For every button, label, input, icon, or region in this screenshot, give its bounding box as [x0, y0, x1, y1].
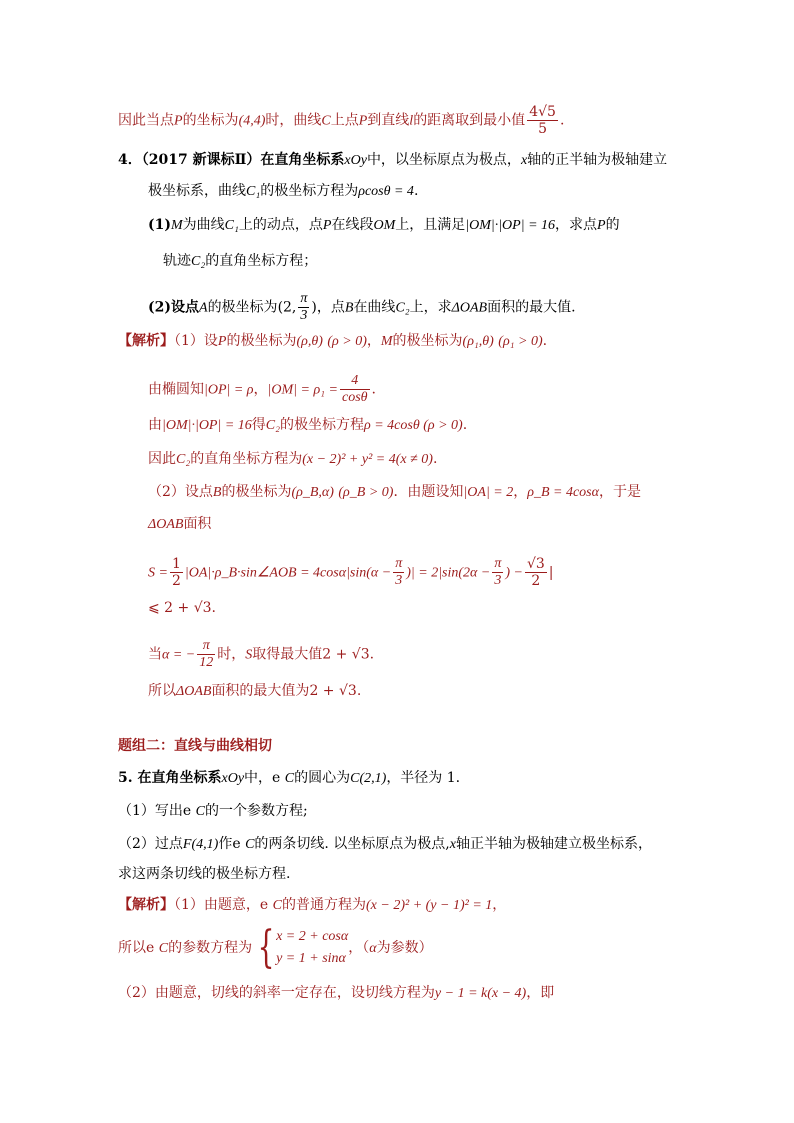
- equation-system: [276, 926, 348, 970]
- var: x: [449, 837, 456, 852]
- numerator: 4: [340, 373, 370, 390]
- math: 2 + √3: [309, 683, 357, 699]
- math: ρ_B = 4cosα: [527, 485, 599, 500]
- equation-row: y = 1 + sinα: [276, 951, 346, 966]
- var: C: [284, 771, 295, 786]
- fraction: [298, 291, 309, 324]
- denominator: cosθ: [341, 390, 368, 405]
- math: |OP| = ρ: [204, 382, 254, 398]
- denominator: 2: [531, 573, 541, 589]
- fraction: [340, 373, 370, 406]
- numerator: π: [197, 638, 215, 655]
- text: ，半径为 1.: [386, 770, 461, 786]
- numerator: π: [300, 291, 308, 306]
- math: |OA| = 2: [463, 485, 514, 500]
- text: 的距离取到最小值: [413, 112, 526, 129]
- circle-symbol: e: [272, 770, 281, 786]
- text: 当: [148, 646, 162, 663]
- text: 的极坐标为: [207, 299, 278, 316]
- text: 轴的正半轴为极轴建立: [527, 152, 668, 168]
- math: ): [311, 299, 317, 316]
- text: 的普通方程为: [282, 897, 367, 913]
- math: |OA|·ρ_B·sin∠AOB = 4cosα|sin(α −: [184, 565, 392, 581]
- text: .: [356, 683, 362, 699]
- math: ρ = 4cosθ (ρ > 0): [364, 418, 463, 433]
- numerator: π: [395, 556, 403, 571]
- circle-symbol: e: [232, 836, 241, 852]
- text: 的极坐标方程: [280, 417, 364, 433]
- text: （2）由题意，切线的斜率一定存在，设切线方程为: [118, 985, 435, 1001]
- var: OM: [373, 218, 396, 233]
- math: |OM|·|OP| = 16: [465, 218, 556, 233]
- text: 所以: [118, 940, 146, 956]
- text: 的极坐标为: [226, 333, 297, 349]
- text: 的一个参数方程;: [205, 803, 308, 819]
- text: 的直角坐标方程；: [205, 253, 318, 269]
- var: C: [158, 941, 169, 956]
- var: α: [369, 941, 377, 956]
- denominator: 5: [538, 121, 548, 137]
- numerator: π: [494, 556, 502, 571]
- text: .: [432, 451, 438, 467]
- math: ) −: [505, 565, 523, 581]
- text: .: [462, 417, 468, 433]
- math: )| = 2|sin(2α −: [406, 565, 491, 581]
- text: ，: [366, 333, 381, 349]
- text: 上点: [330, 112, 359, 129]
- question-4-part2: [148, 291, 576, 324]
- text: 轨迹: [163, 253, 191, 269]
- text: ，（: [348, 940, 370, 956]
- text: （2）设点: [148, 484, 213, 500]
- solution-4-area-formula: [148, 556, 554, 589]
- math: F(4,1): [182, 837, 219, 852]
- fraction: [197, 638, 215, 671]
- text: 题组二：直线与曲线相切: [118, 738, 272, 754]
- math: ΔOAB: [148, 517, 184, 532]
- var: C₁: [224, 218, 239, 233]
- text: 在线段: [331, 217, 374, 233]
- denominator: 12: [199, 655, 214, 670]
- math: (ρ_B,α): [291, 485, 334, 500]
- text: 到直线: [367, 112, 410, 129]
- text: 时，曲线: [265, 112, 322, 129]
- text: .: [211, 600, 216, 616]
- var: l: [409, 113, 414, 129]
- text: 的圆心为: [294, 770, 351, 786]
- text: （1）写出: [118, 803, 183, 819]
- question-5-part1: [118, 801, 308, 822]
- text: 因此: [148, 451, 176, 467]
- var: C₁: [246, 184, 261, 199]
- group-2-title: [118, 736, 272, 756]
- question-4-part1: [148, 215, 620, 236]
- text: 为曲线: [182, 217, 225, 233]
- solution-4-bound: [148, 598, 216, 618]
- text: 面积的最大值为: [211, 683, 310, 699]
- text: .: [559, 112, 565, 129]
- text: ，点: [316, 299, 345, 316]
- text: 的两条切线. 以坐标原点为极点,: [254, 836, 450, 852]
- text: 的: [605, 217, 620, 233]
- var: C₂: [176, 452, 191, 467]
- var: M: [171, 218, 183, 233]
- question-4-header: [118, 150, 667, 171]
- var: A: [199, 300, 208, 316]
- var: xOy: [344, 153, 367, 168]
- text: 上，且满足: [395, 217, 466, 233]
- math: (ρ_B > 0): [338, 485, 394, 500]
- text: .: [369, 646, 375, 663]
- fraction: [170, 556, 183, 589]
- text: .: [542, 333, 548, 349]
- text: 轴正半轴为极轴建立极坐标系，: [455, 836, 652, 852]
- math: (4,4): [238, 113, 266, 129]
- denominator: 3: [300, 308, 308, 323]
- solution-4-line1: [118, 331, 547, 352]
- text: ，求点: [555, 217, 598, 233]
- text: 时，: [217, 646, 246, 663]
- text: 为参数）: [376, 940, 433, 956]
- math: S =: [148, 565, 168, 581]
- text: 面积的最大值.: [487, 299, 576, 316]
- text: 取得最大值: [252, 646, 323, 663]
- question-4-line2: [148, 181, 418, 202]
- var: xOy: [221, 771, 245, 786]
- text: 中，: [244, 770, 273, 786]
- text: 的参数方程为: [168, 940, 253, 956]
- circle-symbol: e: [146, 940, 155, 956]
- var: C: [195, 804, 206, 819]
- fraction: [527, 104, 558, 137]
- var: C₂: [265, 418, 280, 433]
- question-5-part2-line2: [118, 864, 290, 884]
- math: (x − 2)² + y² = 4(x ≠ 0): [302, 452, 433, 467]
- text: 由: [148, 417, 162, 433]
- question-4-part1-line2: [163, 251, 317, 272]
- math: ΔOAB: [176, 684, 212, 699]
- text: .: [371, 381, 376, 398]
- text: ，即: [526, 985, 555, 1001]
- solution-5-param: [118, 922, 433, 973]
- text: 在曲线: [353, 299, 396, 316]
- var: C: [245, 837, 255, 852]
- text: 作: [218, 836, 233, 852]
- math: ρcosθ = 4: [358, 184, 414, 199]
- fraction: [525, 556, 547, 589]
- var: P: [358, 113, 368, 129]
- math: (ρ,θ): [296, 334, 323, 349]
- circle-symbol: e: [259, 897, 269, 913]
- text: 4．（2017 新课标Ⅱ）在直角坐标系: [118, 152, 345, 168]
- text: .: [413, 183, 419, 199]
- math: α = −: [162, 647, 196, 663]
- solution-5-line1: [118, 895, 506, 916]
- math: (ρ₁,θ): [462, 334, 494, 349]
- text: 求这两条切线的极坐标方程.: [118, 866, 291, 882]
- circle-symbol: e: [182, 803, 192, 819]
- text: 5. 在直角坐标系: [118, 770, 222, 786]
- text: ，于是: [598, 484, 641, 500]
- text: ，: [253, 381, 268, 398]
- var: B: [212, 485, 222, 500]
- math: 2 + √3: [322, 646, 370, 663]
- solution-4-line6: [148, 514, 211, 535]
- math: |OM| = ρ₁ =: [267, 382, 338, 398]
- question-5-header: [118, 768, 460, 789]
- math: C(2,1): [350, 771, 387, 786]
- text: ，: [492, 897, 507, 913]
- var: S: [245, 647, 253, 663]
- math: y − 1 = k(x − 4): [434, 986, 527, 1001]
- fraction: [393, 556, 404, 589]
- text: 因此当点: [118, 112, 174, 129]
- var: M: [380, 334, 393, 349]
- var: P: [217, 334, 227, 349]
- numerator: √3: [526, 556, 545, 572]
- math: (ρ₁ > 0): [498, 334, 543, 349]
- text: 所以: [148, 683, 176, 699]
- text: ．由题设知: [393, 484, 464, 500]
- var: P: [322, 218, 332, 233]
- math: ⩽ 2 + √3: [148, 600, 212, 616]
- text: 的坐标为: [182, 112, 239, 129]
- math: |OM|·|OP| = 16: [162, 418, 252, 433]
- denominator: 2: [171, 573, 181, 589]
- var: C₂: [191, 254, 206, 269]
- text: 的直角坐标方程为: [190, 451, 303, 467]
- var: P: [597, 218, 606, 233]
- solution-4-max-at: [148, 638, 374, 671]
- text: ，: [513, 484, 528, 500]
- text: （1）由题意，: [174, 897, 260, 913]
- text: (2)设点: [148, 299, 199, 316]
- text: （1）设: [174, 333, 218, 349]
- text: 极坐标系，曲线: [148, 183, 246, 199]
- var: x: [520, 153, 528, 168]
- var: B: [344, 300, 354, 316]
- solution-4-line5: [148, 482, 641, 503]
- question-5-part2: [118, 834, 652, 855]
- text: 上的动点，点: [238, 217, 323, 233]
- var: C: [321, 113, 331, 129]
- solution-4-line3: [148, 415, 467, 436]
- math: |: [548, 564, 554, 581]
- solution-4-line2: [148, 373, 376, 406]
- denominator: 3: [494, 573, 502, 588]
- math: (x − 2)² + (y − 1)² = 1: [366, 898, 493, 913]
- solution-4-line4: [148, 449, 437, 470]
- conclusion-line: [118, 104, 564, 137]
- var: C: [272, 898, 283, 913]
- solution-5-line3: [118, 983, 554, 1004]
- text: 的极坐标为: [221, 484, 292, 500]
- text: 的极坐标为: [392, 333, 463, 349]
- var: P: [174, 113, 183, 129]
- brace-icon: {: [257, 922, 275, 973]
- math: (2,: [277, 299, 297, 316]
- solution-4-conclusion: [148, 681, 361, 702]
- math: ΔOAB: [451, 300, 488, 316]
- solution-tag: 【解析】: [118, 333, 174, 349]
- text: 面积: [183, 516, 212, 532]
- math: (ρ > 0): [327, 334, 367, 349]
- text: （2）过点: [118, 836, 183, 852]
- numerator: 4√5: [529, 104, 556, 120]
- text: 得: [251, 417, 266, 433]
- text: 由椭圆知: [148, 381, 204, 398]
- text: 中，以坐标原点为极点，: [366, 152, 521, 168]
- text: 上，求: [409, 299, 452, 316]
- var: C₂: [395, 300, 410, 316]
- fraction: [492, 556, 503, 589]
- text: (1): [148, 217, 171, 233]
- text: 的极坐标方程为: [260, 183, 359, 199]
- denominator: 3: [395, 573, 403, 588]
- solution-tag: 【解析】: [118, 897, 174, 913]
- equation-row: x = 2 + cosα: [276, 929, 349, 944]
- numerator: 1: [171, 556, 181, 572]
